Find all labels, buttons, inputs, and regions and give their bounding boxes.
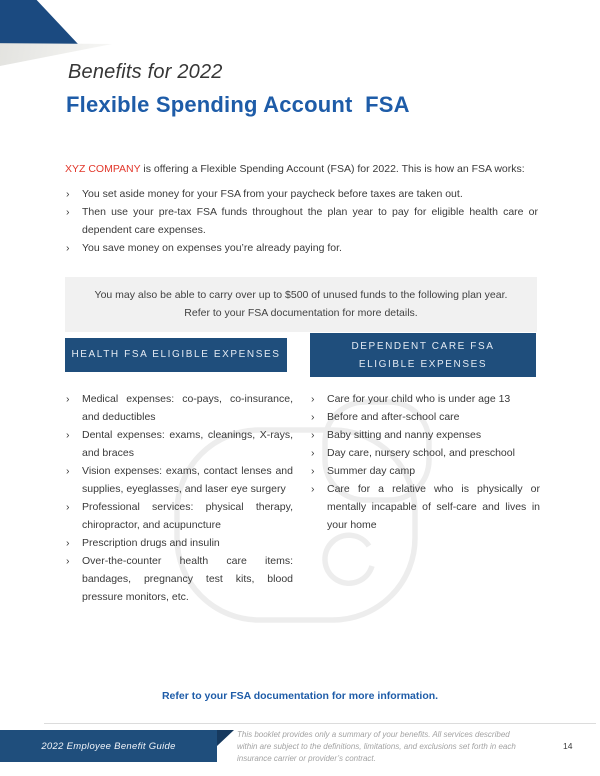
list-item: [310, 408, 540, 426]
list-item-text: Care for a relative who is physically or mentally incapable of self-care and lives in your home: [327, 483, 540, 531]
heading-text: ELIGIBLE EXPENSES: [358, 359, 488, 370]
callout-line: Refer to your FSA documentation for more details.: [184, 307, 418, 319]
footer-divider: [44, 723, 596, 724]
chevron-bullet-icon: ›: [311, 465, 315, 477]
health-fsa-heading: [65, 338, 287, 372]
list-item-text: Before and after-school care: [327, 411, 460, 423]
footer-guide-banner: [0, 730, 217, 762]
list-item: [65, 426, 293, 462]
intro-section: [65, 160, 538, 257]
list-item-text: Care for your child who is under age 13: [327, 393, 511, 405]
list-item-text: Over-the-counter health care items: bandages, pregnancy test kits, blood pressure monitors, etc.: [82, 555, 293, 603]
list-item-text: Medical expenses: co-pays, co-insurance, and deductibles: [82, 393, 293, 423]
list-item: [310, 444, 540, 462]
chevron-bullet-icon: ›: [66, 429, 70, 441]
list-item: [310, 480, 540, 534]
list-item: [65, 185, 538, 203]
chevron-bullet-icon: ›: [311, 393, 315, 405]
dependent-care-expense-list: [310, 390, 540, 534]
list-item-text: Vision expenses: exams, contact lenses and supplies, eyeglasses, and laser eye surgery: [82, 465, 293, 495]
page-eyebrow: Benefits for 2022: [68, 61, 223, 83]
list-item-text: You save money on expenses you’re already paying for.: [82, 242, 342, 254]
intro-lead-text: is offering a Flexible Spending Account (FSA) for 2022. This is how an FSA works:: [140, 163, 525, 175]
page-title: Flexible Spending Account FSA: [66, 92, 410, 117]
list-item: [65, 534, 293, 552]
chevron-bullet-icon: ›: [66, 537, 70, 549]
chevron-bullet-icon: ›: [66, 501, 70, 513]
list-item: [65, 239, 538, 257]
dependent-care-fsa-heading: [310, 333, 536, 377]
list-item-text: Prescription drugs and insulin: [82, 537, 220, 549]
chevron-bullet-icon: ›: [66, 188, 70, 200]
list-item-text: You set aside money for your FSA from your paycheck before taxes are taken out.: [82, 188, 463, 200]
corner-ribbon-decoration: [0, 0, 78, 44]
list-item: [65, 498, 293, 534]
chevron-bullet-icon: ›: [66, 393, 70, 405]
list-item: [310, 426, 540, 444]
chevron-bullet-icon: ›: [311, 447, 315, 459]
list-item-text: Summer day camp: [327, 465, 416, 477]
intro-lead: [65, 160, 538, 178]
chevron-bullet-icon: ›: [66, 206, 70, 218]
heading-text: HEALTH FSA ELIGIBLE EXPENSES: [71, 349, 281, 360]
health-fsa-expense-list: [65, 390, 293, 606]
list-item-text: Dental expenses: exams, cleanings, X-rays, and braces: [82, 429, 293, 459]
chevron-bullet-icon: ›: [66, 465, 70, 477]
page-number: 14: [563, 741, 573, 751]
footer-disclaimer: This booklet provides only a summary of your benefits. All services described within are subject to the definitions, limitations, and exclusions set forth in each insurance carrier or provider’s contract.: [237, 730, 516, 763]
chevron-bullet-icon: ›: [66, 555, 70, 567]
list-item: [310, 390, 540, 408]
list-item: [65, 552, 293, 606]
footer-banner-fold: [217, 730, 234, 746]
intro-bullet-list: [65, 185, 538, 257]
guide-label: 2022 Employee Benefit Guide: [41, 740, 176, 752]
list-item: [310, 462, 540, 480]
list-item-text: Day care, nursery school, and preschool: [327, 447, 515, 459]
list-item-text: Professional services: physical therapy, chiropractor, and acupuncture: [82, 501, 293, 531]
chevron-bullet-icon: ›: [311, 429, 315, 441]
company-name: XYZ COMPANY: [65, 163, 141, 175]
carryover-callout: [65, 277, 537, 332]
footer-reference-note: Refer to your FSA documentation for more information.: [161, 690, 439, 702]
chevron-bullet-icon: ›: [311, 483, 315, 495]
list-item: [65, 390, 293, 426]
chevron-bullet-icon: ›: [311, 411, 315, 423]
list-item-text: Baby sitting and nanny expenses: [327, 429, 482, 441]
heading-text: DEPENDENT CARE FSA: [351, 341, 495, 352]
list-item: [65, 462, 293, 498]
callout-line: You may also be able to carry over up to $500 of unused funds to the following plan year.: [94, 289, 508, 301]
list-item-text: Then use your pre-tax FSA funds throughout the plan year to pay for eligible health care or dependent care expenses.: [82, 206, 538, 236]
list-item: [65, 203, 538, 239]
chevron-bullet-icon: ›: [66, 242, 70, 254]
